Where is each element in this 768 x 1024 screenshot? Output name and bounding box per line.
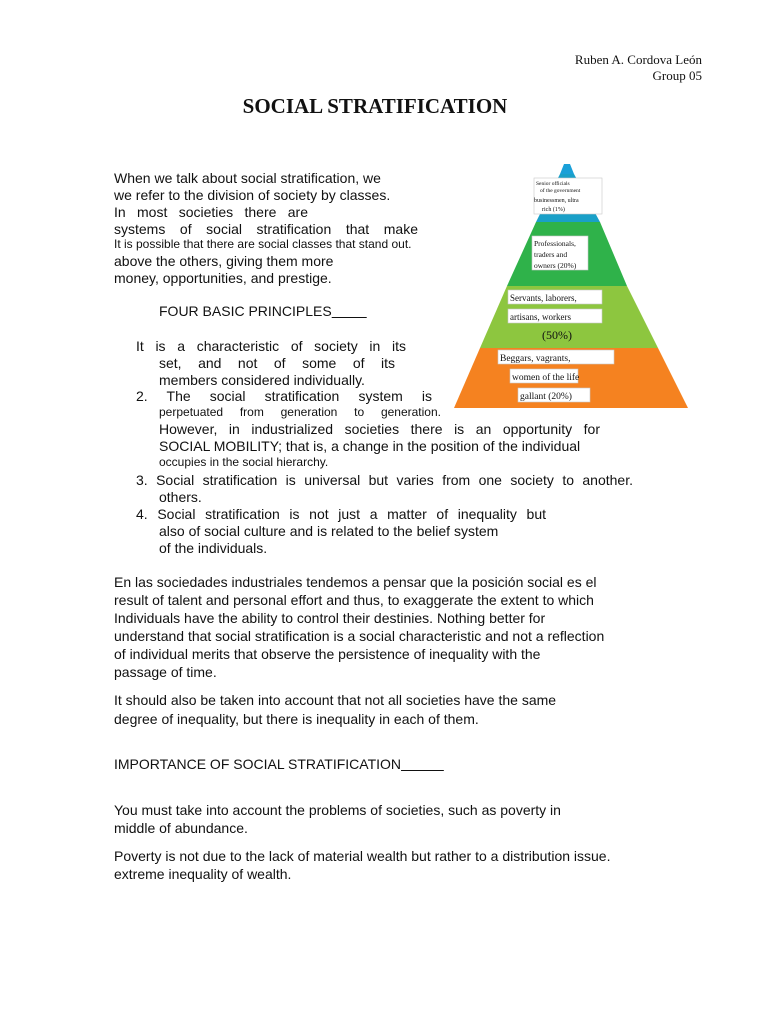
pyramid-label-top: businessmen, ultra <box>534 198 579 204</box>
paragraph-line: extreme inequality of wealth. <box>114 866 292 882</box>
pyramid-label-base: Beggars, vagrants, <box>500 354 571 364</box>
principle-line: others. <box>159 489 202 505</box>
heading-underline <box>332 303 367 319</box>
pyramid-label-lower: (50%) <box>542 328 572 342</box>
pyramid-label-lower: artisans, workers <box>510 312 571 322</box>
paragraph-line: passage of time. <box>114 664 217 680</box>
paragraph-line: Poverty is not due to the lack of material wealth but rather to a distribution issue. <box>114 848 611 864</box>
principle-line: 4. Social stratification is not just a matter of inequality but <box>136 506 546 522</box>
principles-heading-text: FOUR BASIC PRINCIPLES <box>159 303 332 319</box>
principle-line: However, in industrialized societies there is an opportunity for <box>159 421 600 437</box>
social-pyramid-figure <box>452 158 692 416</box>
importance-heading-text: IMPORTANCE OF SOCIAL STRATIFICATION <box>114 756 402 772</box>
intro-line: systems of social stratification that make <box>114 221 418 237</box>
page-title: SOCIAL STRATIFICATION <box>242 94 508 118</box>
paragraph-line: It should also be taken into account that not all societies have the same <box>114 692 557 708</box>
principle-line: members considered individually. <box>159 372 365 388</box>
paragraph-line: result of talent and personal effort and thus, to exaggerate the extent to which <box>114 592 594 608</box>
pyramid-tip <box>560 164 574 174</box>
paragraph-line: degree of inequality, but there is inequality in each of them. <box>114 711 479 727</box>
pyramid-label-middle: Professionals, <box>534 239 576 248</box>
author-name: Ruben A. Cordova León <box>574 52 702 67</box>
pyramid-label-top: of the government <box>540 188 581 194</box>
pyramid-label-base: gallant (20%) <box>520 392 572 402</box>
paragraph-line: Individuals have the ability to control their destinies. Nothing better for <box>114 610 546 626</box>
paragraph-line: middle of abundance. <box>114 820 248 836</box>
principle-line: set, and not of some of its <box>159 355 395 371</box>
author-block <box>575 52 702 84</box>
importance-heading <box>114 756 444 772</box>
pyramid-label-lower: Servants, laborers, <box>510 293 577 303</box>
intro-line: we refer to the division of society by classes. <box>114 187 391 203</box>
principle-line: 2. The social stratification system is <box>136 388 432 404</box>
paragraph-line: You must take into account the problems of societies, such as poverty in <box>114 802 561 818</box>
principle-line: It is a characteristic of society in its <box>136 338 406 354</box>
paragraph-line: understand that social stratification is a social characteristic and not a reflection <box>114 628 605 644</box>
pyramid-label-top: Senior officials <box>536 181 570 187</box>
intro-line: It is possible that there are social classes that stand out. <box>114 237 412 251</box>
author-group: Group 05 <box>652 68 702 83</box>
principle-line: also of social culture and is related to the belief system <box>159 523 499 539</box>
paragraph-line: En las sociedades industriales tendemos a pensar que la posición social es el <box>114 574 597 590</box>
intro-line: money, opportunities, and prestige. <box>114 270 332 286</box>
principle-line: SOCIAL MOBILITY; that is, a change in the position of the individual <box>159 438 581 454</box>
pyramid-label-middle: owners (20%) <box>534 261 577 270</box>
principles-heading <box>159 303 367 319</box>
heading-underline <box>401 756 444 772</box>
pyramid-label-top: rich (1%) <box>542 207 565 213</box>
principle-line: of the individuals. <box>159 540 268 556</box>
intro-line: In most societies there are <box>114 204 308 220</box>
paragraph-line: of individual merits that observe the persistence of inequality with the <box>114 646 541 662</box>
pyramid-label-middle: traders and <box>534 250 568 259</box>
principle-line: occupies in the social hierarchy. <box>159 455 329 469</box>
pyramid-label-base: women of the life <box>512 373 580 383</box>
principle-line: 3. Social stratification is universal but varies from one society to another. <box>136 472 633 488</box>
intro-line: When we talk about social stratification, we <box>114 170 381 186</box>
intro-line: above the others, giving them more <box>114 253 334 269</box>
principle-line: perpetuated from generation to generation. <box>159 405 441 419</box>
